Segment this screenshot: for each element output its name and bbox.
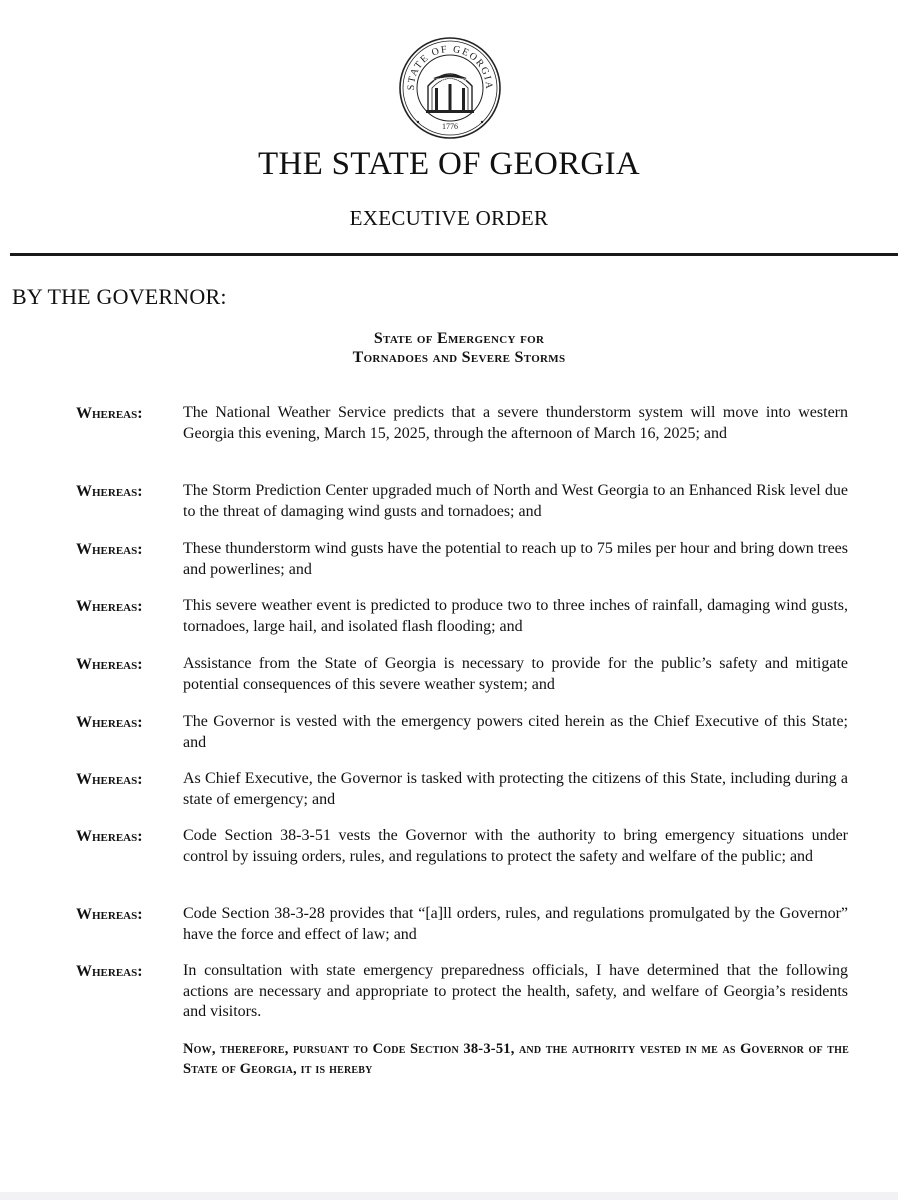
whereas-text: This severe weather event is predicted to produce two to three inches of rainfall, damaging wind gusts, tornadoes, large hail, and isolated flash flooding; and <box>183 597 848 635</box>
page-bottom-edge <box>0 1192 898 1200</box>
whereas-text: In consultation with state emergency preparedness officials, I have determined that the following actions are necessary and appropriate to protect the health, safety, and welfare of Georgia’s residents and visitors. <box>183 962 848 1020</box>
whereas-text: The Governor is vested with the emergency powers cited herein as the Chief Executive of this State; and <box>183 713 848 751</box>
document-title: THE STATE OF GEORGIA <box>258 146 640 182</box>
whereas-label: Whereas: <box>76 541 143 558</box>
order-title <box>0 329 898 367</box>
svg-text:STATE OF GEORGIA <box>406 44 494 91</box>
whereas-label: Whereas: <box>76 906 143 923</box>
whereas-label: Whereas: <box>76 771 143 788</box>
seal-band-text: CONSTITUTION <box>433 77 467 82</box>
whereas-text: As Chief Executive, the Governor is tasked with protecting the citizens of this State, including during a state of emergency; and <box>183 770 848 808</box>
whereas-label: Whereas: <box>76 598 143 615</box>
order-title-line-1: State of Emergency for <box>373 330 545 347</box>
document-subtitle: EXECUTIVE ORDER <box>349 206 549 230</box>
whereas-text: These thunderstorm wind gusts have the potential to reach up to 75 miles per hour and bring down trees and powerlines; and <box>183 540 848 578</box>
order-title-line-2: Tornadoes and Severe Storms <box>352 349 566 366</box>
seal-year: 1776 <box>442 122 458 131</box>
whereas-label: Whereas: <box>76 656 143 673</box>
whereas-text: The National Weather Service predicts that a severe thunderstorm system will move into western Georgia this evening, March 15, 2025, through the afternoon of March 16, 2025; and <box>183 404 848 442</box>
by-the-governor-line: BY THE GOVERNOR: <box>12 284 227 309</box>
whereas-label: Whereas: <box>76 714 143 731</box>
whereas-text: The Storm Prediction Center upgraded much of North and West Georgia to an Enhanced Risk level due to the threat of damaging wind gusts and tornadoes; and <box>183 482 848 520</box>
now-therefore-clause: Now, therefore, pursuant to Code Section 38-3-51, and the authority vested in me as Governor of the State of Georgia, it is hereby <box>183 1041 849 1077</box>
state-seal-emblem <box>398 36 502 140</box>
whereas-text: Assistance from the State of Georgia is necessary to provide for the public’s safety and mitigate potential consequences of this severe weather system; and <box>183 655 848 693</box>
whereas-text: Code Section 38-3-51 vests the Governor with the authority to bring emergency situations under control by issuing orders, rules, and regulations to protect the safety and welfare of the public; and <box>183 827 848 865</box>
header-divider <box>10 253 898 256</box>
seal-ring-text: STATE OF GEORGIA <box>405 43 495 91</box>
whereas-label: Whereas: <box>76 828 143 845</box>
whereas-label: Whereas: <box>76 963 143 980</box>
whereas-text: Code Section 38-3-28 provides that “[a]ll orders, rules, and regulations promulgated by the Governor” have the force and effect of law; and <box>183 905 848 943</box>
whereas-label: Whereas: <box>76 405 143 422</box>
whereas-label: Whereas: <box>76 483 143 500</box>
